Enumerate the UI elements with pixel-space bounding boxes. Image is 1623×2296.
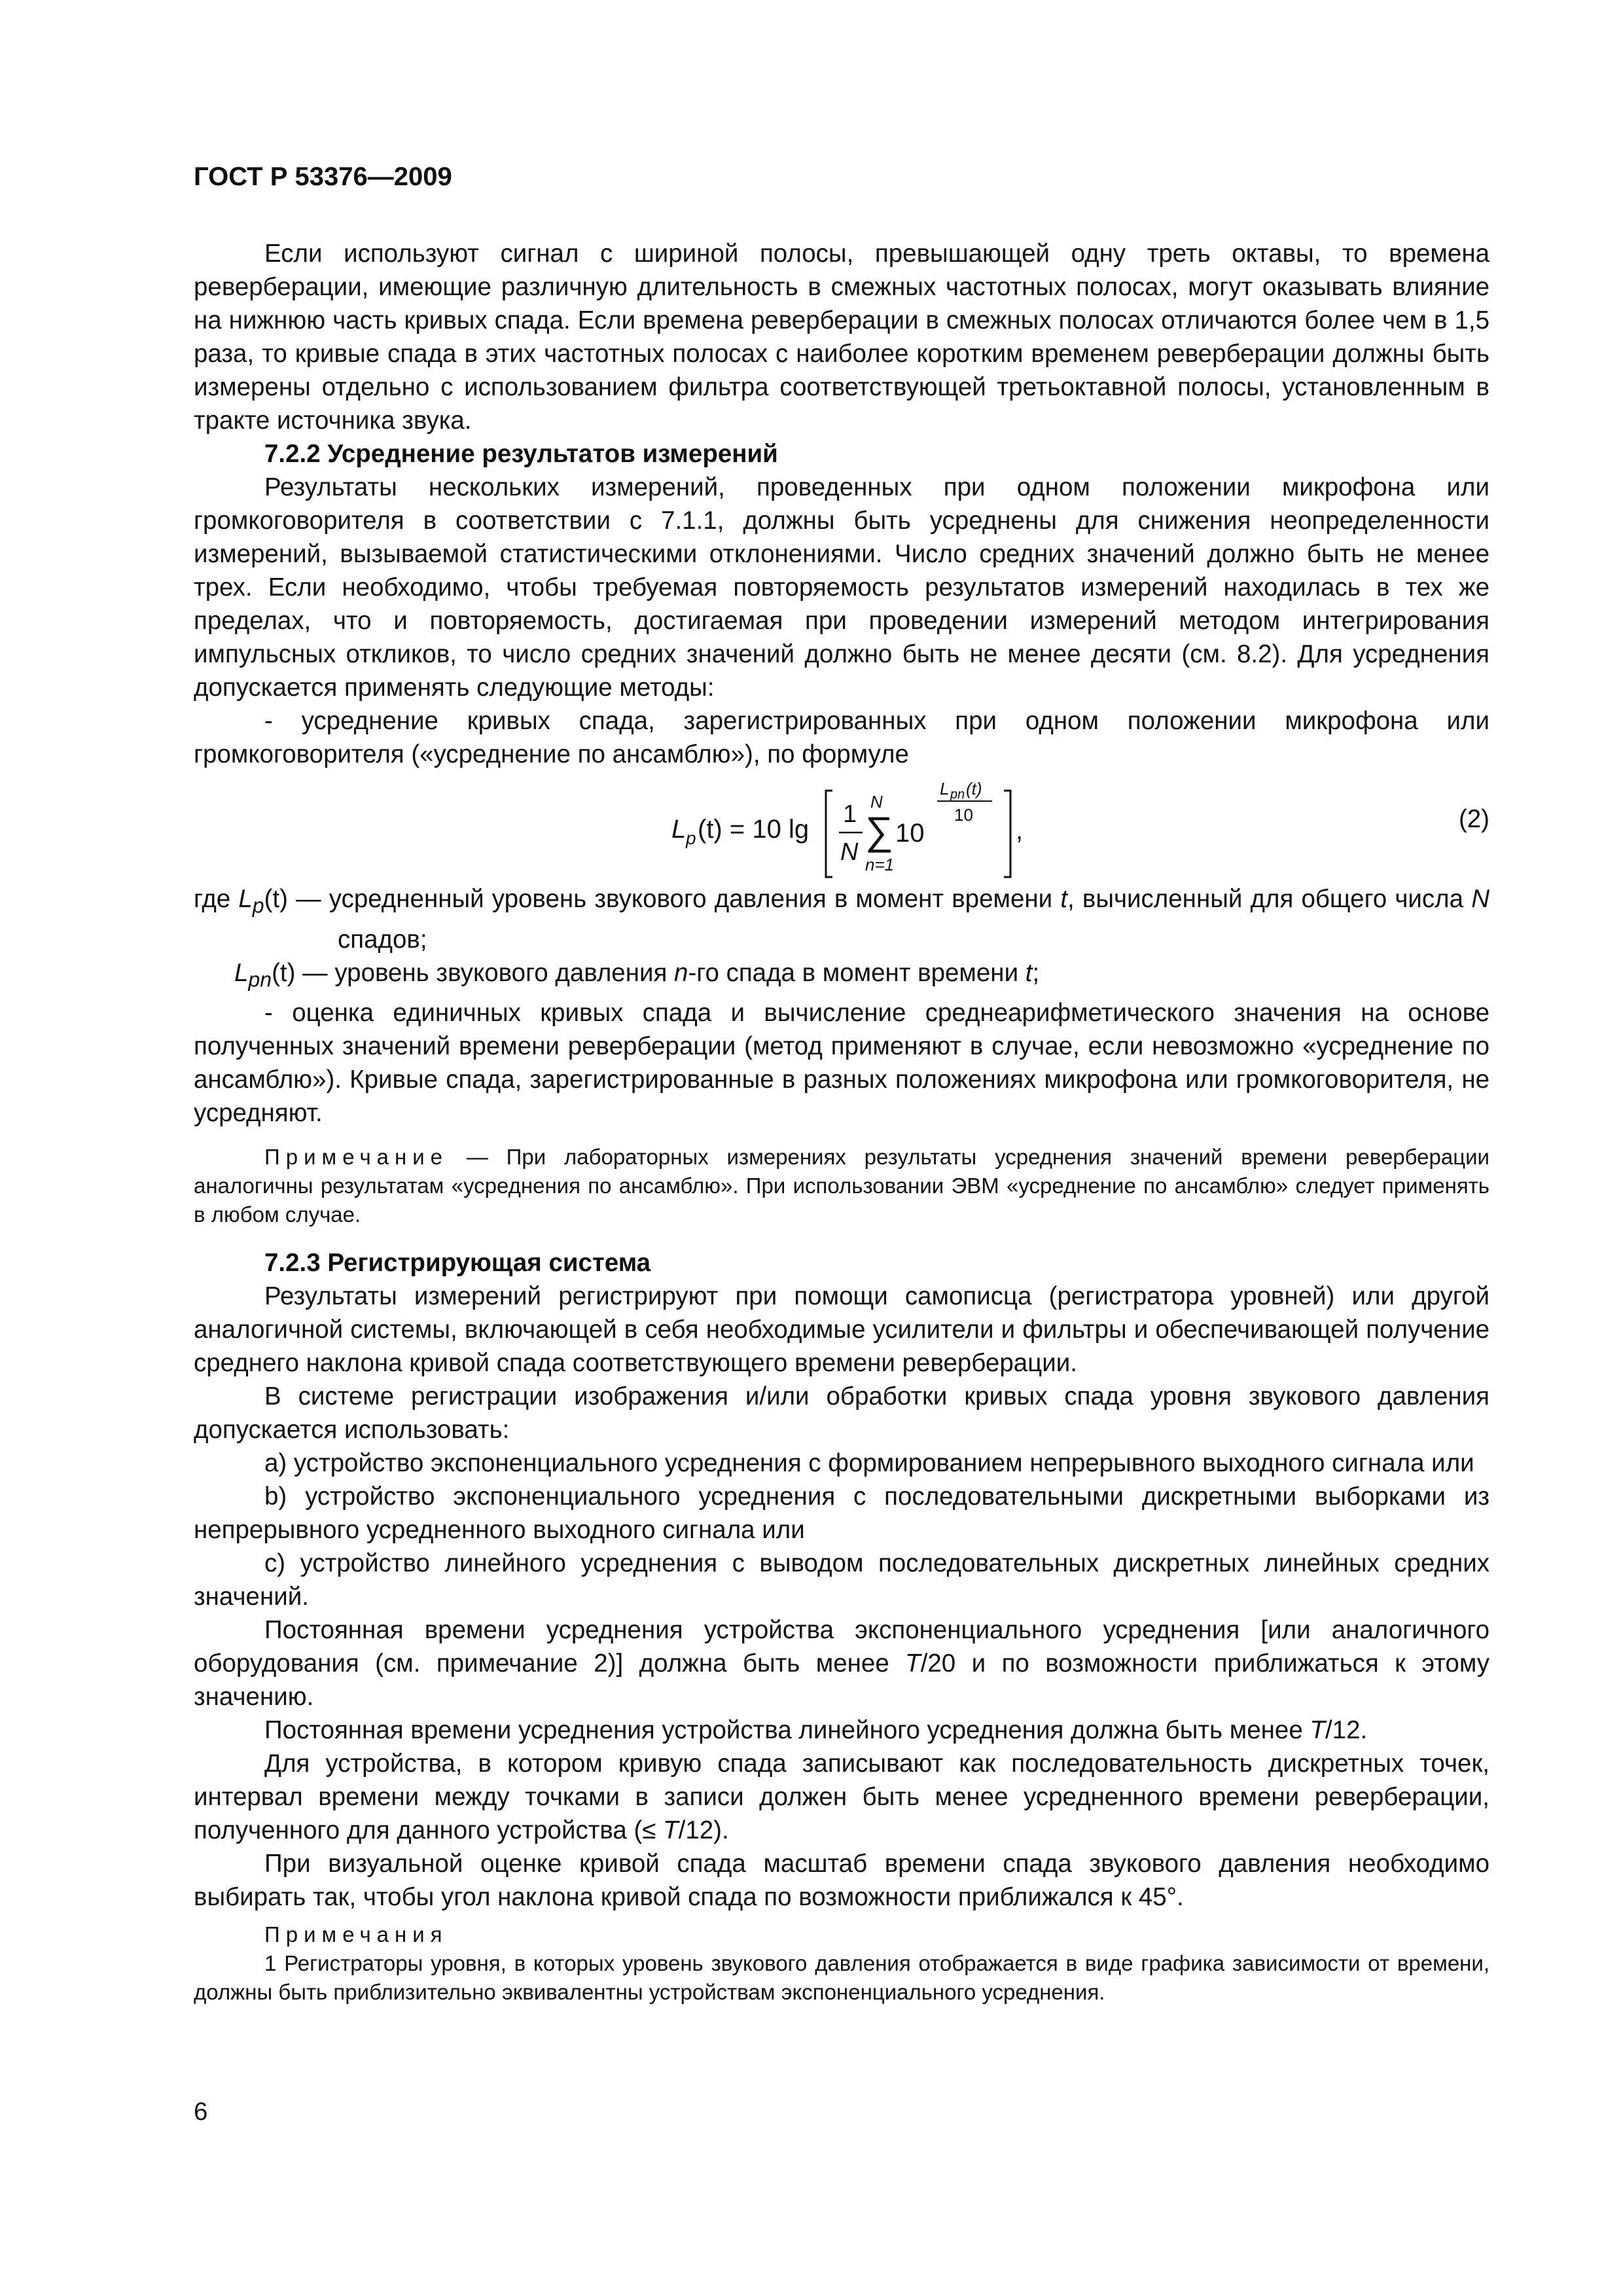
paragraph-bandwidth: Если используют сигнал с шириной полосы, превышающей одну треть октавы, то времена реверберации, имеющие различную длительность в смежных частотных полосах, могут оказывать влияние на нижнюю часть кривых спада. Если времена реверберации в смежных полосах отличаются более чем в 1,5 раза, то кривые спада в этих частотных полосах с наиболее коротким временем реверберации должны быть измерены отдельно с использованием фильтра соответствующей третьоктавной полосы, установленным в тракте источника звука. [194,240,1489,435]
formula-number: (2) [1458,805,1489,833]
paragraph-allowed: В системе регистрации изображения и/или обработки кривых спада уровня звукового давления допускается использовать: [194,1382,1489,1444]
formula-left-bracket [826,791,832,877]
paragraph-exp-constant: Постоянная времени усреднения устройства экспоненциального усреднения [или аналогичного оборудования (см. примечание 2)] должна быть менее T/20 и по возможности приближаться к этому значению. [194,1616,1489,1712]
formula-sum-bottom: n=1 [865,855,895,874]
formula-frac-num: 1 [843,800,857,828]
paragraph-visual: При визуальной оценке кривой спада масштаб времени спада звукового давления необходимо выбирать так, чтобы угол наклона кривой спада по возможности приближался к 45°. [194,1850,1489,1912]
note-1: 1 Регистраторы уровня, в которых уровень звукового давления отображается в виде графика зависимости от времени, должны быть приблизительно эквивалентны устройствам экспоненциального усреднения. [194,1951,1489,2005]
paragraph-recorder: Результаты измерений регистрируют при помощи самописца (регистратора уровней) или другой аналогичной системы, включающей в себя необходимые усилители и фильтры и обеспечивающей получение среднего наклона кривой спада соответствующего времени реверберации. [194,1282,1489,1378]
formula-lhs-L: L [671,815,687,844]
paragraph-averaging: Результаты нескольких измерений, проведенных при одном положении микрофона или громкоговорителя в соответствии с 7.1.1, должны быть усреднены для снижения неопределенности измерений, вызываемой статистическими отклонениями. Число средних значений должно быть не менее трех. Если необходимо, чтобы требуемая повторяемость результатов измерений находилась в тех же пределах, что и повторяемость, достигаемая при проведении измерений методом интегрирования импульсных откликов, то число средних значений должно быть не менее десяти (см. 8.2). Для усреднения допускается применять следующие методы: [194,473,1489,702]
formula-exp-L: L [940,779,950,798]
paragraph-lin-constant: Постоянная времени усреднения устройства линейного усреднения должна быть менее T/12. [264,1716,1368,1745]
formula-base: 10 [895,819,925,848]
formula-frac-den: N [840,838,859,866]
formula-right-bracket [1004,791,1010,877]
list-item-b: b) устройство экспоненциального усреднения с последовательными дискретными выборками из непрерывного усредненного выходного сигнала или [194,1482,1489,1545]
paragraph-method-ensemble: - усреднение кривых спада, зарегистрированных при одном положении микрофона или громкоговорителя («усреднение по ансамблю»), по формуле [194,707,1489,768]
where-lp: где $L_p(t)$ — усредненный уровень звукового давления в момент времени t, вычисленный для общего числа N спадов; [194,885,1489,954]
formula-sum-top: N [870,792,883,812]
list-item-c: с) устройство линейного усреднения с выводом последовательных дискретных линейных средних значений. [194,1549,1489,1611]
formula-sigma: ∑ [865,809,893,853]
formula-comma: , [1016,816,1024,845]
where-lpn: $L_{pn}(t)$ — уровень звукового давления n-го спада в момент времени t; [234,958,1040,992]
notes-label: Примечания [264,1922,448,1947]
formula-block [194,771,1489,882]
paragraph-discrete: Для устройства, в котором кривую спада записывают как последовательность дискретных точек, интервал времени между точками в записи должен быть менее усредненного времени реверберации, полученного для данного устройства (≤ T/12). [194,1749,1489,1845]
page-body [194,237,1489,2007]
list-item-a: а) устройство экспоненциального усреднения с формированием непрерывного выходного сигнала или [264,1449,1474,1478]
section-heading-7-2-3: 7.2.3 Регистрирующая система [264,1249,651,1278]
formula-exp-sub: pn [950,787,965,802]
page-number: 6 [194,2098,208,2126]
formula-lhs-rest: (t) = 10 lg [698,815,810,844]
paragraph-method-single: - оценка единичных кривых спада и вычисление среднеарифметического значения на основе полученных значений времени реверберации (метод применяют в случае, если невозможно «усреднение по ансамблю»). Кривые спада, зарегистрированные в разных положениях микрофона или громкоговорителя, не усредняют. [194,999,1489,1128]
formula-2 [671,771,1038,882]
note-lab: Примечание — При лабораторных измерениях результаты усреднения значений времени реверберации аналогичны результатам «усреднения по ансамблю». При использовании ЭВМ «усреднение по ансамблю» следует применять в любом случае. [194,1145,1489,1227]
formula-lhs-sub: p [686,828,696,848]
section-heading-7-2-2: 7.2.2 Усреднение результатов измерений [264,440,778,468]
document-header: ГОСТ Р 53376—2009 [194,162,452,191]
formula-exp-den: 10 [954,805,973,825]
formula-exp-rest: (t) [966,779,982,798]
